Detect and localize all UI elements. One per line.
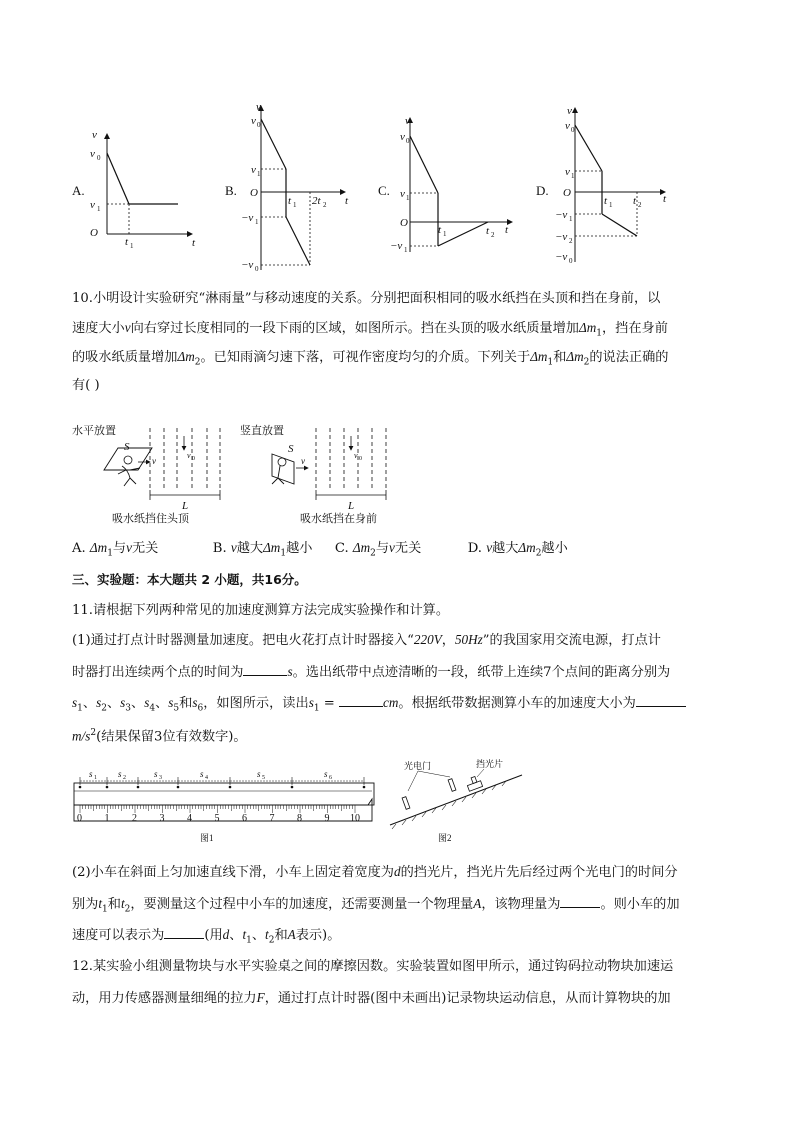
svg-text:0: 0 [255,265,259,273]
ruler-number: 3 [159,813,165,824]
svg-text:1: 1 [569,215,573,223]
ruler-number: 1 [104,813,110,824]
q10-line-3: 的吸水纸质量增加$\Delta m_2$。已知雨滴匀速下落，可视作密度均匀的介质。下列关于$\Delta m_1$和$\Delta m_2$的说法正确的 [72,349,669,368]
svg-text:1: 1 [97,205,101,213]
svg-text:挡光片: 挡光片 [476,759,504,769]
svg-text:s: s [89,769,93,779]
svg-text:0: 0 [192,456,195,462]
q11-line-1: 11.请根据下列两种常见的加速度测算方法完成实验操作和计算。 [72,603,450,618]
svg-text:s: s [324,769,328,779]
rain-figure-svg [72,418,412,528]
svg-text:光电门: 光电门 [404,761,432,771]
svg-text:t: t [505,224,509,236]
svg-text:1: 1 [406,194,410,202]
svg-text:2: 2 [323,201,327,209]
svg-text:0: 0 [569,257,573,265]
q11-p1-line-2: 时器打出连续两个点的时间为 s。选出纸带中点迹清晰的一段，纸带上连续7个点间的距离分别为 [72,661,670,683]
graph-d [536,105,667,265]
svg-text:t: t [633,195,637,207]
answer-blank-s1[interactable] [339,692,383,707]
svg-text:v: v [251,164,256,176]
svg-text:s: s [118,769,122,779]
ruler-number: 10 [350,813,360,824]
svg-text:v: v [565,166,570,178]
vt-graphs-svg [60,100,700,275]
option-d-label: D. [536,183,549,198]
svg-text:v: v [90,199,95,211]
ruler-number: 6 [242,813,247,824]
svg-text:t: t [438,224,442,236]
q10-option-d[interactable]: D. v越大$\Delta m_2$越小 [467,540,568,559]
svg-text:0: 0 [359,456,362,462]
svg-text:v: v [90,148,95,160]
q10-line-4: 有( ) [72,378,100,393]
answer-blank-expression[interactable] [164,924,204,939]
q10-line-1: 10.小明设计实验研究“淋雨量”与移动速度的关系。分别把面积相同的吸水纸挡在头顶和挡在身前，以 [72,291,661,306]
q10-option-b[interactable]: B. v越大$\Delta m_1$越小 [212,540,313,559]
q11-p1-line-3: $s_1$、$s_2$、$s_3$、$s_4$、$s_5$和$s_6$，如图所示，读出$s_1$ = cm。根据纸带数据测算小车的加速度大小为 [72,692,686,719]
svg-text:1: 1 [443,230,447,238]
svg-text:2: 2 [638,201,642,209]
svg-text:1: 1 [571,172,575,180]
svg-text:1: 1 [255,218,259,226]
section-3-heading: 三、实验题：本大题共 2 小题，共16分。 [72,572,307,587]
svg-text:O: O [400,217,408,229]
graph-b [225,101,349,273]
svg-text:1: 1 [404,246,408,254]
q10-option-c[interactable]: C. $\Delta m_2$与v无关 [334,540,422,559]
option-b-label: B. [225,183,237,198]
svg-text:1: 1 [609,201,613,209]
svg-text:v: v [152,456,156,466]
svg-text:2: 2 [491,231,495,239]
svg-text:1: 1 [293,201,297,209]
graph-a [72,129,196,250]
caption-left: 吸水纸挡住头顶 [112,513,189,525]
ruler-number: 9 [324,813,330,824]
svg-text:S: S [124,441,130,453]
svg-text:0: 0 [406,137,410,145]
q11-figures [72,755,532,850]
answer-blank-quantity[interactable] [560,893,600,908]
svg-text:t: t [125,236,129,248]
svg-text:s: s [154,769,158,779]
svg-text:t: t [192,237,196,249]
q10-line-2: 速度大小v向右穿过长度相同的一段下雨的区域，如图所示。挡在头顶的吸水纸质量增加$\Delta m_1$，挡在身前 [72,320,668,339]
ruler-number: 7 [269,813,275,824]
svg-text:图1: 图1 [200,833,214,843]
svg-text:4: 4 [205,775,208,781]
q10-options [72,538,568,564]
svg-text:−v: −v [241,259,254,271]
ruler-number: 2 [132,813,137,824]
svg-text:O: O [250,187,258,199]
svg-text:−v: −v [390,240,403,252]
ruler-number: 0 [77,813,82,824]
q11-p2-line-2: 别为$t_1$和$t_2$，要测量这个过程中小车的加速度，还需要测量一个物理量A，该物理量为 。则小车的加 [72,893,680,920]
svg-text:−v: −v [555,251,568,263]
ruler-number: 8 [297,813,302,824]
svg-text:v: v [400,188,405,200]
svg-text:1: 1 [257,170,261,178]
svg-text:0: 0 [97,154,101,162]
svg-text:t: t [486,225,490,237]
svg-text:v: v [251,115,256,127]
svg-text:s: s [257,769,261,779]
graph-c [378,115,512,254]
svg-text:2t: 2t [312,195,321,207]
q11-p1-line-1: (1)通过打点计时器测量加速度。把电火花打点计时器接入“220V，50Hz”的我国家用交流电源，打点计 [72,632,661,648]
answer-blank-period[interactable] [243,661,287,676]
svg-text:0: 0 [257,121,261,129]
svg-text:L: L [182,500,189,512]
svg-text:水平放置: 水平放置 [72,425,116,437]
svg-text:t: t [288,195,292,207]
caption-right: 吸水纸挡在身前 [300,513,377,525]
svg-text:t: t [345,195,349,207]
svg-text:v: v [565,120,570,132]
svg-text:v: v [400,131,405,143]
q11-p1-line-4: $m/s^2$(结果保留3位有效数字)。 [72,728,247,745]
svg-text:L: L [348,500,355,512]
svg-text:2: 2 [123,775,126,781]
svg-text:2: 2 [569,237,573,245]
svg-text:−v: −v [555,231,568,243]
svg-text:竖直放置: 竖直放置 [240,425,284,437]
option-a-label: A. [72,183,85,198]
q10-option-a[interactable]: A. $\Delta m_1$与v无关 [72,540,159,559]
svg-text:1: 1 [130,242,134,250]
svg-text:6: 6 [329,775,332,781]
svg-text:v: v [354,451,358,460]
svg-text:v: v [256,101,261,113]
option-graphs [60,100,700,275]
svg-text:−v: −v [555,209,568,221]
svg-text:t: t [604,195,608,207]
svg-text:3: 3 [159,775,162,781]
ruler-number: 4 [187,813,192,824]
q12-line-2: 动，用力传感器测量细绳的拉力F，通过打点计时器(图中未画出)记录物块运动信息，从而计算物块的加 [72,990,671,1006]
svg-text:v: v [187,451,191,460]
svg-text:v: v [92,129,97,141]
svg-text:图2: 图2 [438,833,452,843]
svg-text:O: O [563,187,571,199]
svg-text:−v: −v [241,212,254,224]
q12-line-1: 12.某实验小组测量物块与水平实验桌之间的摩擦因数。实验装置如图甲所示，通过钩码拉动物块加速运 [72,959,674,974]
q10-figure [72,418,412,528]
svg-text:O: O [90,227,98,239]
option-c-label: C. [378,183,390,198]
q11-p2-line-1: (2)小车在斜面上匀加速直线下滑，小车上固定着宽度为d的挡光片，挡光片先后经过两个光电门的时间分 [72,864,678,880]
svg-text:S: S [288,443,294,455]
answer-blank-accel[interactable] [636,692,686,707]
svg-text:0: 0 [571,126,575,134]
svg-text:t: t [663,193,667,205]
svg-text:v: v [567,105,572,117]
svg-text:1: 1 [94,775,97,781]
svg-text:v: v [301,456,305,466]
q11-p2-line-3: 速度可以表示为 (用d、$t_1$、$t_2$和A表示)。 [72,924,340,951]
svg-text:v: v [405,115,410,127]
svg-text:5: 5 [262,775,265,781]
svg-text:s: s [200,769,204,779]
ruler-figure-svg [72,755,532,850]
ruler-number: 5 [214,813,220,824]
